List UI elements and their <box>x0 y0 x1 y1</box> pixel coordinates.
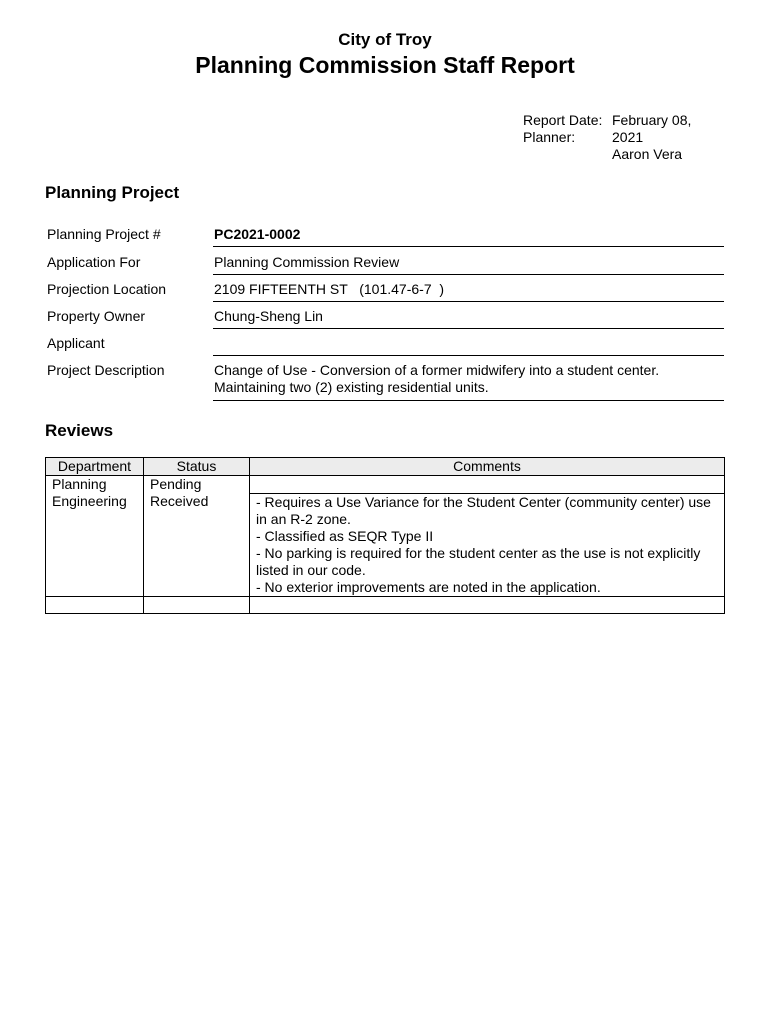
comment-line: - Classified as SEQR Type II <box>256 527 434 544</box>
application-for-value: Planning Commission Review <box>214 254 400 270</box>
row-divider <box>213 400 724 401</box>
application-for-label: Application For <box>47 254 141 270</box>
row-divider <box>213 246 724 247</box>
status-cell <box>144 596 250 613</box>
status-cell: Received <box>144 493 250 596</box>
row-divider <box>213 328 724 329</box>
comment-line: - No parking is required for the student center as the use is not explicitly listed in our code. <box>256 544 701 578</box>
department-cell: Planning <box>46 476 144 494</box>
project-number-label: Planning Project # <box>47 226 161 242</box>
comments-cell <box>250 476 725 494</box>
department-column-header: Department <box>46 458 144 476</box>
city-name: City of Troy <box>338 30 432 49</box>
table-row <box>46 596 725 613</box>
planner-value: Aaron Vera <box>612 146 683 162</box>
department-cell <box>46 596 144 613</box>
row-divider <box>213 274 724 275</box>
comments-cell <box>250 493 725 596</box>
reviews-table <box>45 457 725 614</box>
owner-label: Property Owner <box>47 308 146 324</box>
project-number-value: PC2021-0002 <box>214 226 301 242</box>
status-column-header: Status <box>144 458 250 476</box>
planner-label: Planner: <box>523 129 576 145</box>
table-row <box>46 493 725 596</box>
report-date-value: February 08, 2021 <box>612 112 692 145</box>
reviews-header-row <box>46 458 725 476</box>
comments-column-header: Comments <box>250 458 725 476</box>
comments-cell <box>250 596 725 613</box>
comment-line: - Requires a Use Variance for the Student Center (community center) use in an R-2 zone. <box>256 493 711 527</box>
table-row <box>46 476 725 494</box>
reviews-heading: Reviews <box>45 421 114 440</box>
department-cell: Engineering <box>46 493 144 596</box>
planning-project-heading: Planning Project <box>45 183 180 202</box>
description-label: Project Description <box>47 362 165 378</box>
owner-value: Chung-Sheng Lin <box>214 308 323 324</box>
status-cell: Pending <box>144 476 250 494</box>
report-title: Planning Commission Staff Report <box>195 52 575 78</box>
row-divider <box>213 301 724 302</box>
description-value: Change of Use - Conversion of a former midwifery into a student center. Maintaining two (2) existing residential units. <box>214 362 660 395</box>
report-date-label: Report Date: <box>523 112 603 128</box>
applicant-label: Applicant <box>47 335 105 351</box>
location-label: Projection Location <box>47 281 167 297</box>
location-value: 2109 FIFTEENTH ST (101.47-6-7 ) <box>214 281 445 297</box>
row-divider <box>213 355 724 356</box>
comment-line: - No exterior improvements are noted in the application. <box>256 578 601 595</box>
